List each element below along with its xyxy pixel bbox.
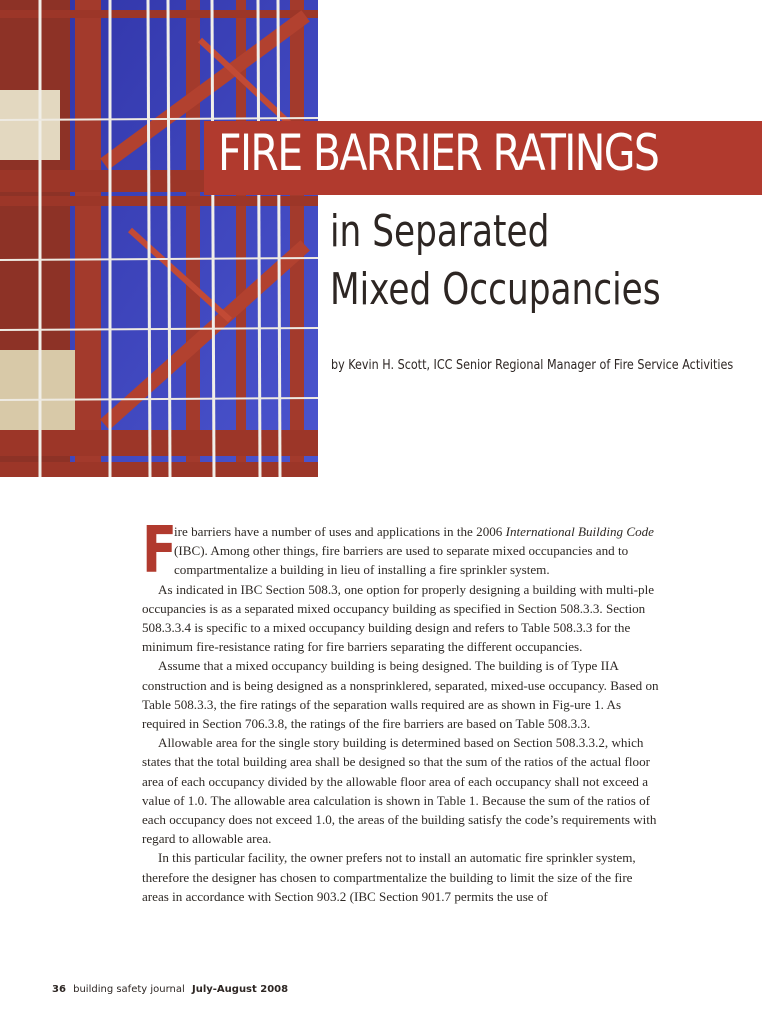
byline: by Kevin H. Scott, ICC Senior Regional Manager of Fire Service Activities xyxy=(331,358,734,373)
paragraph-1 xyxy=(142,514,660,588)
drop-cap: F xyxy=(142,514,177,588)
page-number: 36 xyxy=(52,984,66,995)
page-footer xyxy=(52,984,288,995)
steel-frame-photo xyxy=(0,0,318,477)
article-subtitle xyxy=(330,203,661,319)
paragraph-4: Allowable area for the single story building is determined based on Section 508.3.3.2, which states that the total building area shall be designed so that the sum of the ratios of the actual floor area of each occupancy divided by the allowable floor area of each occupancy shall not exceed a value of 1.0. The allowable area calculation is shown in Table 1. Because the sum of the ratios of each occupancy does not exceed 1.0, the areas of the building satisfy the code’s requirements with regard to allowable area. xyxy=(142,735,657,847)
paragraph-1-text-b: (IBC). Among other things, fire barriers are used to separate mixed occupancies and to compartmentalize a building in lieu of installing a fire sprinkler system. xyxy=(174,543,629,578)
paragraph-5: In this particular facility, the owner prefers not to install an automatic fire sprinkler system, therefore the designer has chosen to compartmentalize the building to limit the size of the fire areas in accordance with Section 903.2 (IBC Section 901.7 permits the use of xyxy=(142,850,636,904)
paragraph-3: Assume that a mixed occupancy building is being designed. The building is of Type IIA construction and is being designed as a nonsprinklered, separated, mixed-use occupancy. Based on Table 508.3.3, the fire ratings of the separation walls required are as shown in Fig-ure 1. As required in Section 706.3.8, the ratings of the fire barriers are based on Table 508.3.3. xyxy=(142,658,659,732)
subtitle-line-1: in Separated xyxy=(330,206,550,257)
issue-date: July-August 2008 xyxy=(191,984,289,995)
paragraph-2: As indicated in IBC Section 508.3, one option for properly designing a building with multi-ple occupancies is as a separated mixed occupancy building as specified in Section 508.3.3. Section 508.3.3.4 is specific to a mixed occupancy building design and refers to Table 508.3.3 for the minimum fire-resistance rating for fire barriers separating the different occupancies. xyxy=(142,581,655,655)
journal-name: building safety journal xyxy=(73,984,185,995)
subtitle-line-2: Mixed Occupancies xyxy=(330,264,661,315)
steel-frame-illustration xyxy=(0,0,318,477)
paragraph-1-text-a: ire barriers have a number of uses and applications in the 2006 xyxy=(174,524,506,539)
article-body xyxy=(142,514,660,906)
article-title: FIRE BARRIER RATINGS xyxy=(218,124,659,182)
code-title-italic: International Building Code xyxy=(505,524,654,539)
